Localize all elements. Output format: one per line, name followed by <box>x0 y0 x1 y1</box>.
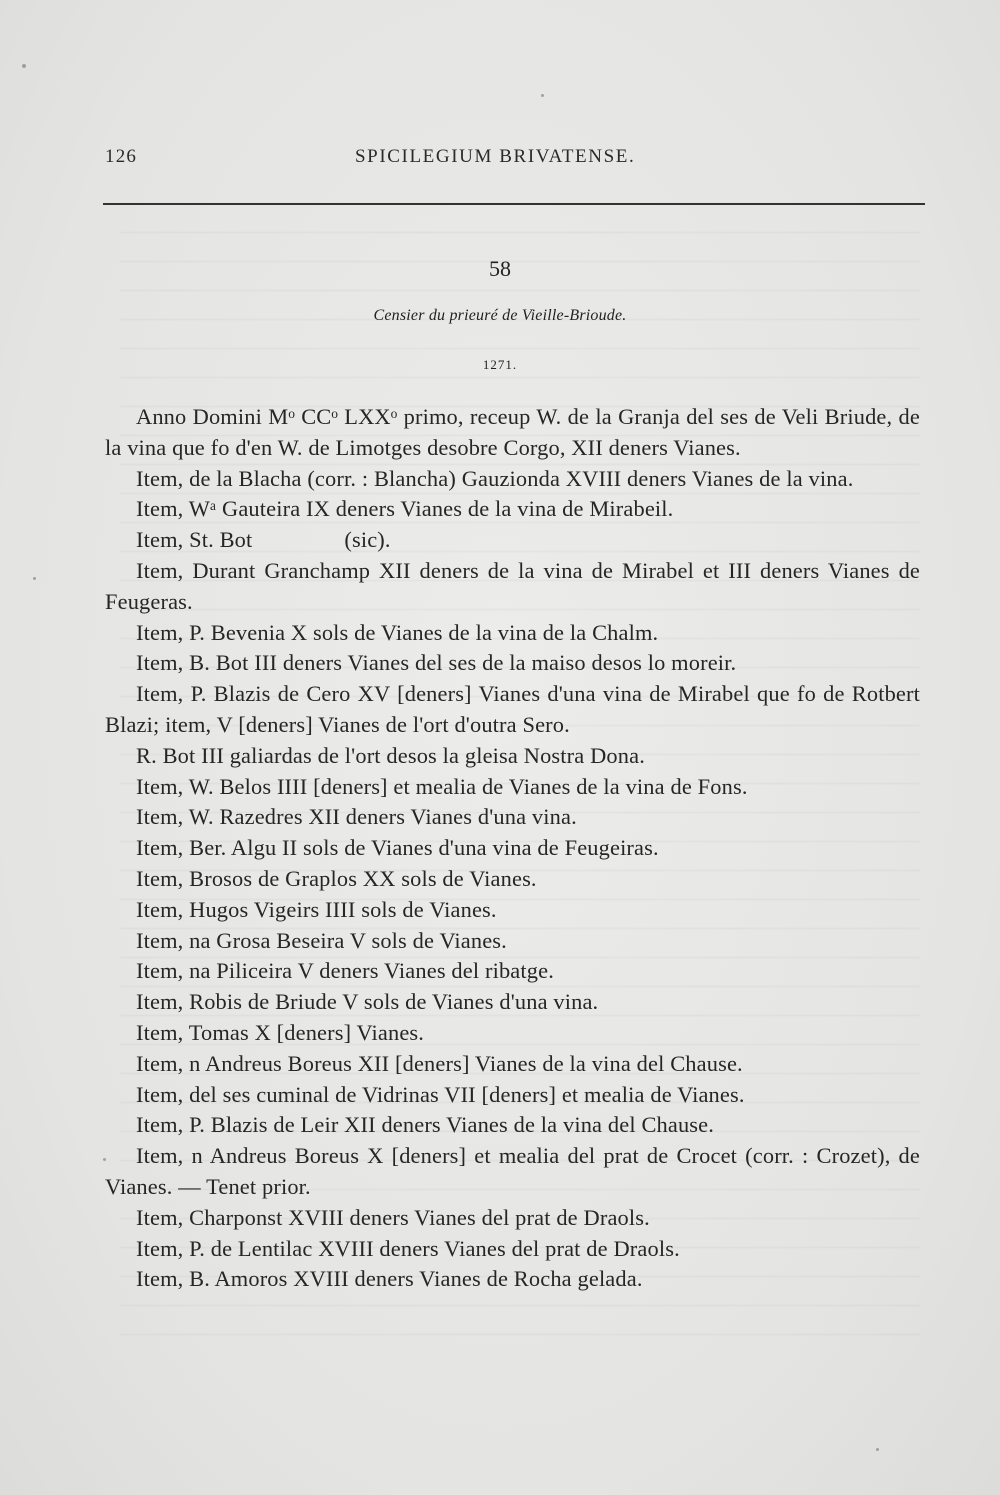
paragraph: Item, W. Belos IIII [deners] et mealia de Vianes de la vina de Fons. <box>136 773 748 799</box>
document-title: Censier du prieuré de Vieille-Brioude. <box>373 307 627 324</box>
paragraph: Item, na Piliceira V deners Vianes del ribatge. <box>136 958 554 984</box>
paragraph: Item, P. Blazis de Leir XII deners Vianes de la vina del Chause. <box>136 1112 715 1138</box>
running-head <box>105 146 925 172</box>
document-number: 58 <box>489 256 511 281</box>
paragraph: Item, Wᵃ Gauteira IX deners Vianes de la vina de Mirabeil. <box>136 496 674 522</box>
document-body <box>105 402 920 1295</box>
paragraph: Item, B. Amoros XVIII deners Vianes de Rocha gelada. <box>136 1266 643 1292</box>
paragraph: Item, del ses cuminal de Vidrinas VII [deners] et mealia de Vianes. <box>136 1081 745 1107</box>
paragraph: Item, Ber. Algu II sols de Vianes d'una vina de Feugeiras. <box>136 835 659 861</box>
page-number: 126 <box>105 146 138 167</box>
paper-speck <box>541 94 544 97</box>
paragraph: Item, P. de Lentilac XVIII deners Vianes del prat de Draols. <box>136 1235 680 1261</box>
paragraph: Item, Robis de Briude V sols de Vianes d'una vina. <box>136 989 599 1015</box>
paragraph: Item, W. Razedres XII deners Vianes d'una vina. <box>136 804 577 830</box>
paragraph: R. Bot III galiardas de l'ort desos la gleisa Nostra Dona. <box>136 742 645 768</box>
paper-speck <box>22 64 26 68</box>
paragraph: Item, de la Blacha (corr. : Blancha) Gauzionda XVIII deners Vianes de la vina. <box>136 465 854 491</box>
header-rule <box>103 203 925 205</box>
paragraph: Item, B. Bot III deners Vianes del ses de la maiso desos lo moreir. <box>136 650 737 676</box>
running-title: SPICILEGIUM BRIVATENSE. <box>355 146 636 167</box>
paragraph: Item, Hugos Vigeirs IIII sols de Vianes. <box>136 896 497 922</box>
paragraph: Item, Durant Granchamp XII deners de la vina de Mirabel et III deners Vianes de Feugeras. <box>105 557 920 614</box>
paragraph: Item, n Andreus Boreus X [deners] et mealia del prat de Crocet (corr. : Crozet), de Vianes. — Tenet prior. <box>105 1143 920 1199</box>
document-date: 1271. <box>482 357 518 372</box>
paragraph: Item, St. Bot (sic). <box>136 527 391 553</box>
paragraph: Item, na Grosa Beseira V sols de Vianes. <box>136 927 507 953</box>
paragraph: Item, Tomas X [deners] Vianes. <box>136 1019 425 1045</box>
paper-speck <box>33 577 36 580</box>
paragraph: Item, n Andreus Boreus XII [deners] Vianes de la vina del Chause. <box>136 1050 743 1076</box>
paragraph: Item, P. Blazis de Cero XV [deners] Vianes d'una vina de Mirabel que fo de Rotbert Blazi; item, V [deners] Vianes de l'ort d'outra Sero. <box>105 681 920 737</box>
paragraph: Anno Domini Mᵒ CCᵒ LXXᵒ primo, receup W. de la Granja del ses de Veli Briude, de la vina que fo d'en W. de Limotges desobre Corgo, XII deners Vianes. <box>105 404 920 460</box>
paper-speck <box>876 1448 879 1451</box>
paragraph: Item, Brosos de Graplos XX sols de Vianes. <box>136 865 537 891</box>
paragraph: Item, P. Bevenia X sols de Vianes de la vina de la Chalm. <box>136 619 659 645</box>
paragraph: Item, Charponst XVIII deners Vianes del prat de Draols. <box>136 1204 650 1230</box>
